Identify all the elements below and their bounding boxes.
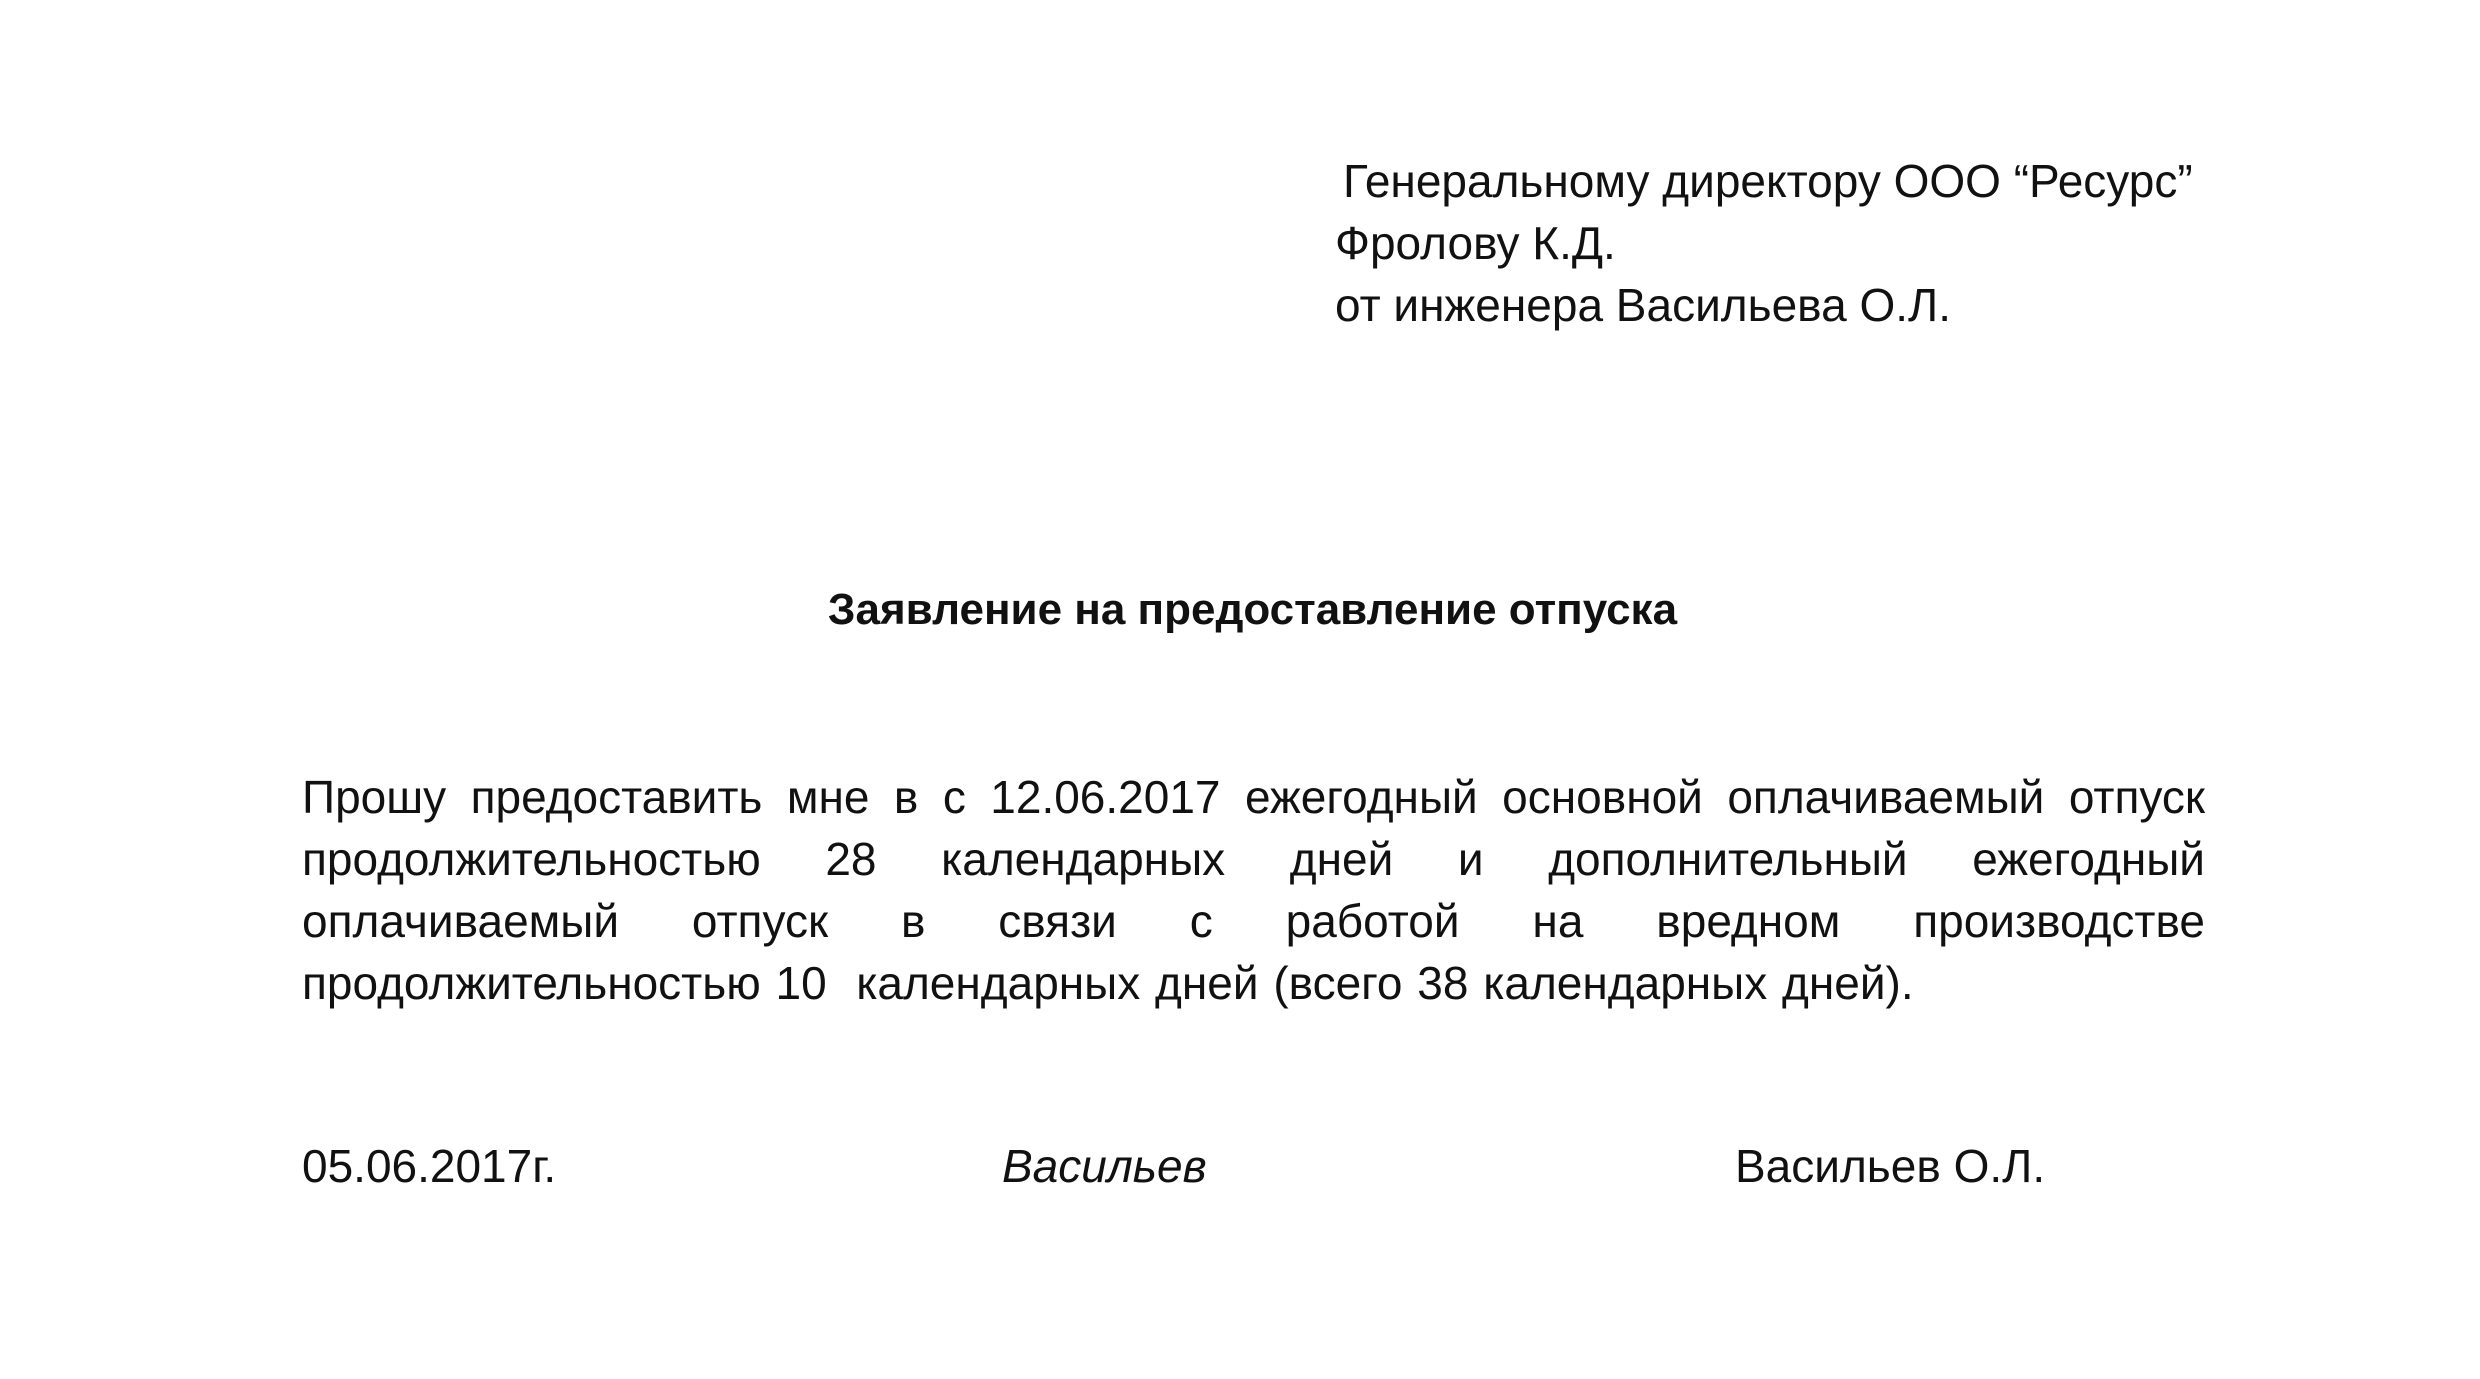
paragraph-line: продолжительностью 28 календарных дней и дополнительный ежегодный xyxy=(302,833,2205,885)
signer-name: Васильев О.Л. xyxy=(1735,1140,2046,1192)
addressee-name: Фролову К.Д. xyxy=(1335,217,1616,269)
addressee-position: Генеральному директору ООО “Ресурс” xyxy=(1343,155,2193,207)
addressee-block xyxy=(1335,150,2335,336)
application-date: 05.06.2017г. xyxy=(302,1140,557,1192)
paragraph-line: оплачиваемый отпуск в связи с работой на вредном производстве xyxy=(302,895,2205,947)
request-paragraph xyxy=(302,766,2205,1014)
document-title: Заявление на предоставление отпуска xyxy=(827,585,1678,634)
sender-line: от инженера Васильева О.Л. xyxy=(1335,279,1951,331)
paragraph-line: продолжительностью 10 календарных дней (всего 38 календарных дней). xyxy=(302,957,1914,1009)
handwritten-signature: Васильев xyxy=(1002,1140,1207,1192)
paragraph-line: Прошу предоставить мне в с 12.06.2017 ежегодный основной оплачиваемый отпуск xyxy=(302,771,2205,823)
